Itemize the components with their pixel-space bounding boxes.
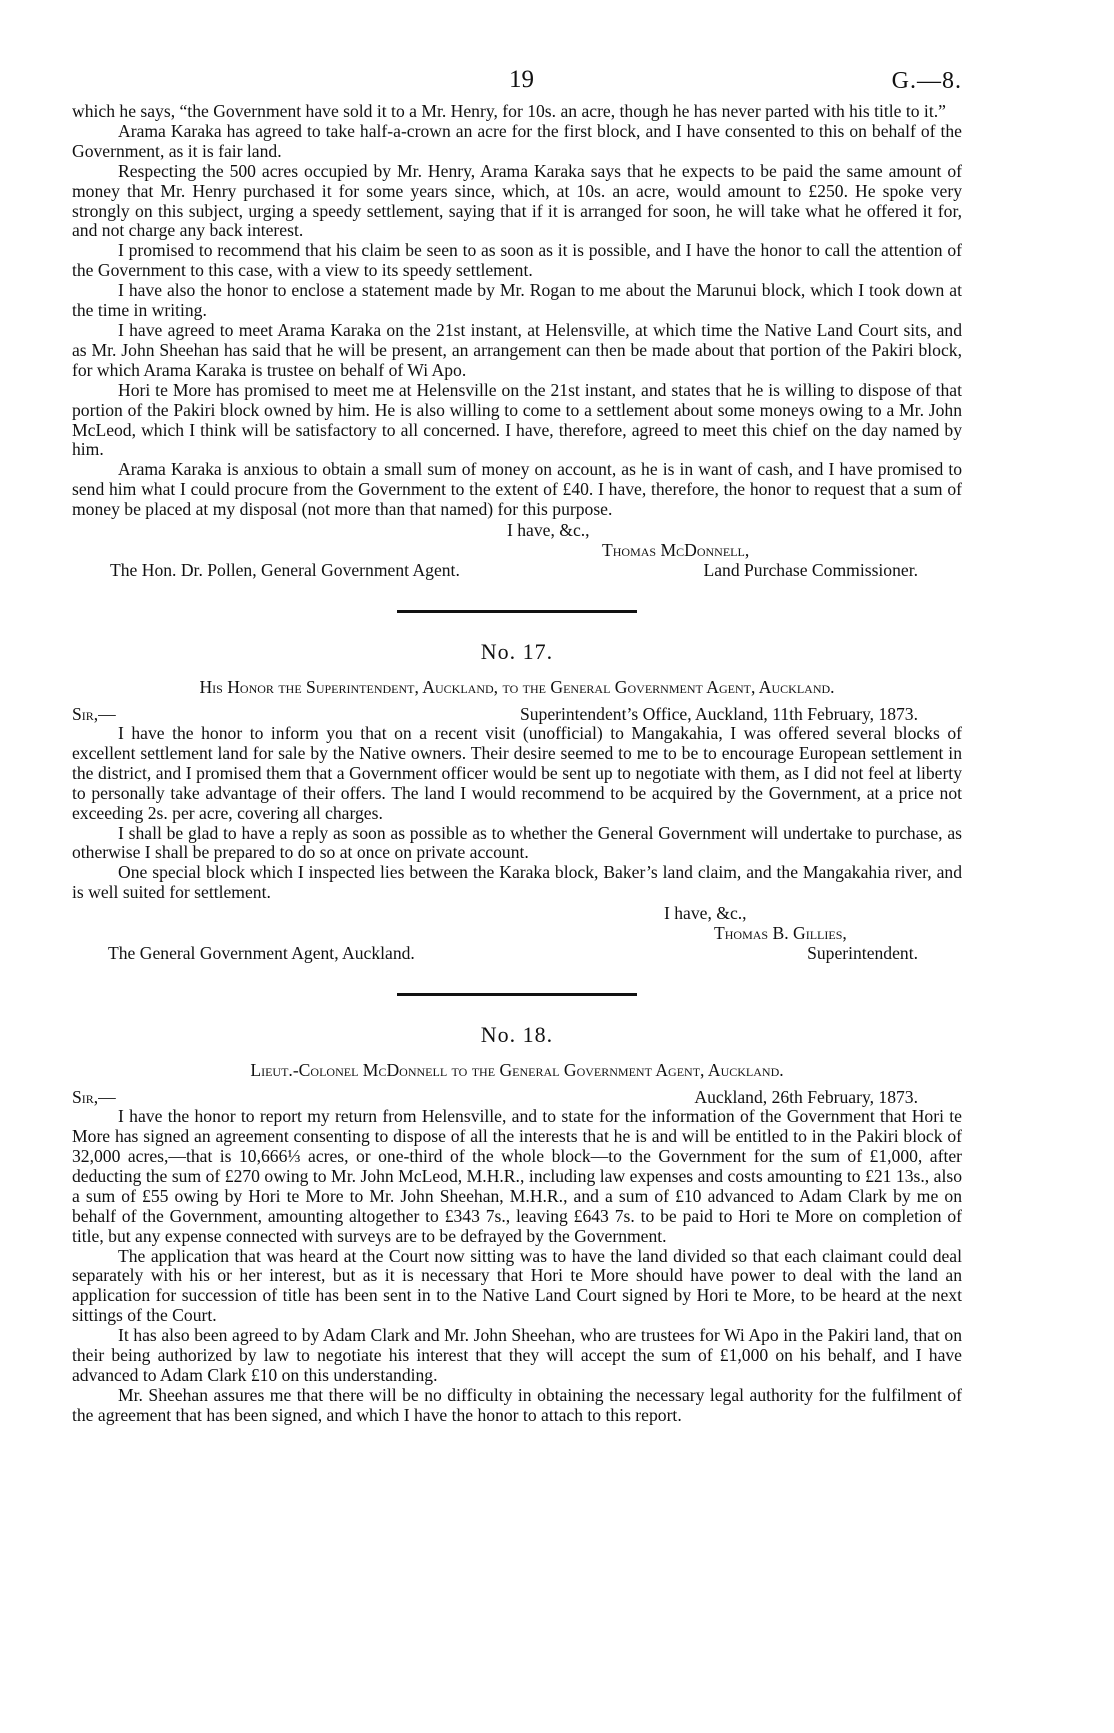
paragraph: Hori te More has promised to meet me at Helensville on the 21st instant, and states that he is willing to dispose of that portion of the Pakiri block owned by him. He is also willing to come to a settlement about some moneys owing to a Mr. John McLeod, which I think will be satisfactory to all concerned. I have, therefore, agreed to meet this chief on the day named by him. bbox=[72, 379, 962, 460]
letter-heading: His Honor the Superintendent, Auckland, to the General Government Agent, Auckland. bbox=[199, 677, 835, 698]
salutation: Sir,— bbox=[72, 704, 116, 725]
addressee: The General Government Agent, Auckland. bbox=[108, 943, 415, 964]
paragraph: Mr. Sheehan assures me that there will be no difficulty in obtaining the necessary legal authority for the fulfilment of the agreement that has been signed, and which I have the honor to attach to this report. bbox=[72, 1384, 962, 1425]
page-number: 19 bbox=[509, 66, 534, 93]
closing: I have, &c., bbox=[664, 903, 747, 924]
paragraph: Respecting the 500 acres occupied by Mr. Henry, Arama Karaka says that he expects to be paid the same amount of money that Mr. Henry purchased it for some years since, which, at 10s. an acre, would amount to £250. He spoke very strongly on this subject, urging a speedy settlement, saying that if it is arranged for soon, he will take what he offered it for, and not charge any back interest. bbox=[72, 160, 962, 241]
signature-line bbox=[72, 943, 962, 963]
salutation-line bbox=[72, 1087, 962, 1107]
letter-number: No. 17. bbox=[480, 639, 554, 665]
paragraph: I have the honor to inform you that on a recent visit (unofficial) to Mangakahia, I was offered several blocks of excellent settlement land for sale by the Native owners. Their desire seemed to me to be to encourage European settlement in the district, and I promised them that a Government officer would be sent up to negotiate with them, as I did not feel at liberty to personally take advantage of their offers. The land I would recommend to be acquired by the Government, at a price not exceeding 2s. per acre, covering all charges. bbox=[72, 723, 962, 823]
paragraph: I promised to recommend that his claim be seen to as soon as it is possible, and I have the honor to call the attention of the Government to this case, with a view to its speedy settlement. bbox=[72, 240, 962, 281]
paragraph: I shall be glad to have a reply as soon as possible as to whether the General Government will undertake to purchase, as otherwise I shall be prepared to do so at once on private account. bbox=[72, 822, 962, 863]
paragraph: One special block which I inspected lies between the Karaka block, Baker’s land claim, and the Mangakahia river, and is well suited for settlement. bbox=[72, 862, 962, 903]
paragraph: Arama Karaka is anxious to obtain a small sum of money on account, as he is in want of cash, and I have promised to send him what I could procure from the Government to the extent of £40. I have, therefore, the honor to request that a sum of money be placed at my disposal (not more than that named) for this purpose. bbox=[72, 459, 962, 520]
document-reference: G.—8. bbox=[891, 68, 962, 94]
dateline: Auckland, 26th February, 1873. bbox=[694, 1087, 918, 1108]
paragraph: which he says, “the Government have sold it to a Mr. Henry, for 10s. an acre, though he has never parted with his title to it.” bbox=[72, 101, 946, 121]
section-divider bbox=[397, 993, 637, 996]
paragraph: I have agreed to meet Arama Karaka on the 21st instant, at Helensville, at which time the Native Land Court sits, and as Mr. John Sheehan has said that he will be present, an arrangement can then be made about that portion of the Pakiri block, for which Arama Karaka is trustee on behalf of Wi Apo. bbox=[72, 319, 962, 380]
signature-line bbox=[72, 560, 962, 580]
addressee: The Hon. Dr. Pollen, General Government Agent. bbox=[110, 560, 460, 581]
letter-number: No. 18. bbox=[480, 1022, 554, 1048]
intro-letter bbox=[72, 102, 962, 580]
signer-title: Superintendent. bbox=[807, 943, 918, 964]
document-page bbox=[72, 62, 962, 1426]
paragraph: I have the honor to report my return from Helensville, and to state for the information of the Government that Hori te More has signed an agreement consenting to dispose of all the interests that he is and will be entitled to in the Pakiri block of 32,000 acres,—that is 10,666⅓ acres, or one-third of the whole block—to the Government for the sum of £1,000, after deducting the sum of £270 owing to Mr. John McLeod, M.H.R., including law expenses and costs amounting to £21 13s., also a sum of £55 owing by Hori te More to Mr. John Sheehan, M.H.R., and a sum of £10 advanced to Adam Clark by me on behalf of the Government, amounting altogether to £343 7s., leaving £643 7s. to be paid to Hori te More on completion of title, but any expense connected with surveys are to be defrayed by the Government. bbox=[72, 1106, 962, 1246]
section-divider bbox=[397, 610, 637, 613]
page-header bbox=[72, 62, 962, 102]
paragraph: Arama Karaka has agreed to take half-a-crown an acre for the first block, and I have consented to this on behalf of the Government, as it is fair land. bbox=[72, 120, 962, 161]
letter-no-17 bbox=[72, 639, 962, 963]
paragraph: It has also been agreed to by Adam Clark and Mr. John Sheehan, who are trustees for Wi Apo in the Pakiri land, that on their being authorized by law to negotiate his interest that they will accept the sum of £1,000 on his behalf, and I have advanced to Adam Clark £10 on this understanding. bbox=[72, 1325, 962, 1385]
signer: Thomas McDonnell, bbox=[602, 540, 750, 561]
signer: Thomas B. Gillies, bbox=[714, 923, 847, 944]
salutation-line bbox=[72, 704, 962, 724]
paragraph: The application that was heard at the Court now sitting was to have the land divided so that each claimant could deal separately with his or her interest, but as it is necessary that Hori te More should have power to deal with the land an application for succession of title has been sent in to the Native Land Court signed by Hori te More, to be heard at the next sittings of the Court. bbox=[72, 1245, 962, 1326]
signer-title: Land Purchase Commissioner. bbox=[703, 560, 918, 581]
dateline: Superintendent’s Office, Auckland, 11th February, 1873. bbox=[519, 704, 918, 725]
letter-no-18 bbox=[72, 1022, 962, 1426]
paragraph: I have also the honor to enclose a statement made by Mr. Rogan to me about the Marunui block, which I took down at the time in writing. bbox=[72, 280, 962, 321]
salutation: Sir,— bbox=[72, 1087, 116, 1108]
letter-heading: Lieut.-Colonel McDonnell to the General Government Agent, Auckland. bbox=[250, 1060, 784, 1081]
closing: I have, &c., bbox=[507, 520, 590, 541]
